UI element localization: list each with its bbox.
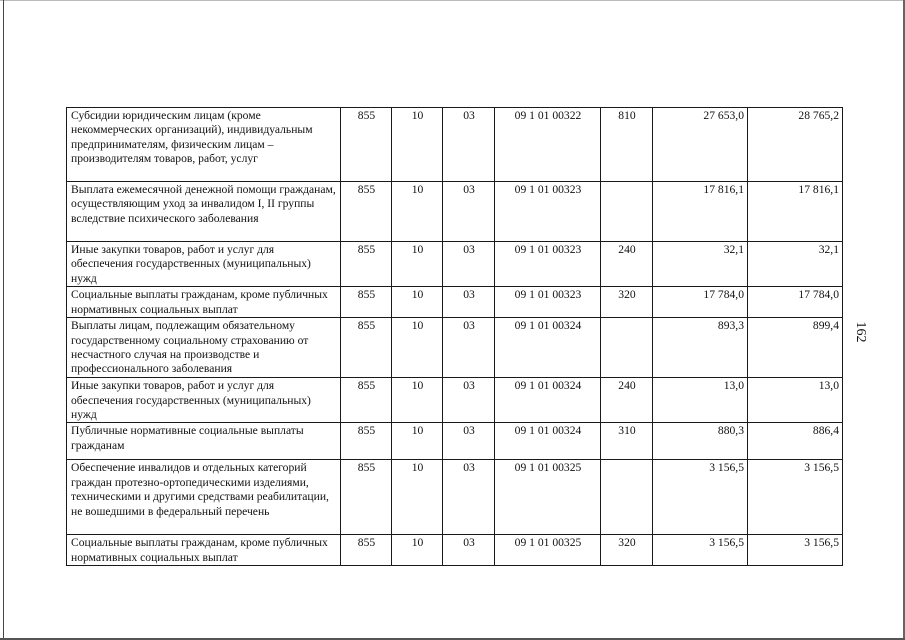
section-cell: 10: [392, 378, 443, 423]
target-article-cell: 09 1 01 00323: [495, 287, 601, 318]
subsection-cell: 03: [443, 182, 495, 242]
grbs-cell: 855: [341, 318, 392, 378]
scan-top-edge: [0, 0, 905, 1]
section-cell: 10: [392, 460, 443, 535]
table-row: [67, 460, 843, 535]
target-article-cell: 09 1 01 00323: [495, 182, 601, 242]
table-row: [67, 182, 843, 242]
sum-year2-cell: 3 156,5: [748, 535, 843, 566]
sum-year1-cell: 880,3: [653, 423, 748, 460]
subsection-cell: 03: [443, 108, 495, 182]
row-name-cell: Выплаты лицам, подлежащим обязательному государственному социальному страхованию от несчастного случая на производстве и профессионального заболевания: [67, 318, 341, 378]
sum-year2-cell: 886,4: [748, 423, 843, 460]
table-row: [67, 242, 843, 287]
subsection-cell: 03: [443, 287, 495, 318]
target-article-cell: 09 1 01 00324: [495, 378, 601, 423]
section-cell: 10: [392, 108, 443, 182]
row-name-cell: Субсидии юридическим лицам (кроме некоммерческих организаций), индивидуальным предпринимателям, физическим лицам – производителям товаров, работ, услуг: [67, 108, 341, 182]
scan-left-edge: [3, 0, 4, 640]
expense-type-cell: 810: [601, 108, 653, 182]
row-name-cell: Иные закупки товаров, работ и услуг для обеспечения государственных (муниципальных) нужд: [67, 378, 341, 423]
subsection-cell: 03: [443, 423, 495, 460]
section-cell: 10: [392, 182, 443, 242]
sum-year1-cell: 27 653,0: [653, 108, 748, 182]
row-name-cell: Публичные нормативные социальные выплаты гражданам: [67, 423, 341, 460]
table-row: [67, 108, 843, 182]
sum-year1-cell: 3 156,5: [653, 460, 748, 535]
table-row: [67, 318, 843, 378]
sum-year2-cell: 899,4: [748, 318, 843, 378]
expense-type-cell: 240: [601, 378, 653, 423]
table-row: [67, 378, 843, 423]
sum-year1-cell: 3 156,5: [653, 535, 748, 566]
grbs-cell: 855: [341, 378, 392, 423]
expense-type-cell: [601, 460, 653, 535]
grbs-cell: 855: [341, 108, 392, 182]
target-article-cell: 09 1 01 00324: [495, 318, 601, 378]
target-article-cell: 09 1 01 00324: [495, 423, 601, 460]
row-name-cell: Социальные выплаты гражданам, кроме публичных нормативных социальных выплат: [67, 535, 341, 566]
grbs-cell: 855: [341, 460, 392, 535]
page-number: 162: [853, 321, 868, 343]
grbs-cell: 855: [341, 287, 392, 318]
subsection-cell: 03: [443, 535, 495, 566]
section-cell: 10: [392, 423, 443, 460]
budget-table: [66, 107, 843, 566]
target-article-cell: 09 1 01 00323: [495, 242, 601, 287]
section-cell: 10: [392, 318, 443, 378]
section-cell: 10: [392, 242, 443, 287]
table-row: [67, 535, 843, 566]
subsection-cell: 03: [443, 242, 495, 287]
sum-year1-cell: 17 816,1: [653, 182, 748, 242]
grbs-cell: 855: [341, 535, 392, 566]
section-cell: 10: [392, 535, 443, 566]
table-row: [67, 287, 843, 318]
target-article-cell: 09 1 01 00325: [495, 460, 601, 535]
target-article-cell: 09 1 01 00325: [495, 535, 601, 566]
sum-year1-cell: 17 784,0: [653, 287, 748, 318]
sum-year1-cell: 13,0: [653, 378, 748, 423]
row-name-cell: Иные закупки товаров, работ и услуг для обеспечения государственных (муниципальных) нужд: [67, 242, 341, 287]
expense-type-cell: [601, 182, 653, 242]
table-row: [67, 423, 843, 460]
grbs-cell: 855: [341, 423, 392, 460]
expense-type-cell: 240: [601, 242, 653, 287]
sum-year2-cell: 28 765,2: [748, 108, 843, 182]
sum-year1-cell: 32,1: [653, 242, 748, 287]
expense-type-cell: 320: [601, 535, 653, 566]
section-cell: 10: [392, 287, 443, 318]
grbs-cell: 855: [341, 182, 392, 242]
row-name-cell: Обеспечение инвалидов и отдельных категорий граждан протезно-ортопедическими изделиями, техническими и другими средствами реабилитации, не вошедшими в федеральный перечень: [67, 460, 341, 535]
target-article-cell: 09 1 01 00322: [495, 108, 601, 182]
row-name-cell: Социальные выплаты гражданам, кроме публичных нормативных социальных выплат: [67, 287, 341, 318]
row-name-cell: Выплата ежемесячной денежной помощи гражданам, осуществляющим уход за инвалидом I, II группы вследствие психического заболевания: [67, 182, 341, 242]
sum-year1-cell: 893,3: [653, 318, 748, 378]
sum-year2-cell: 32,1: [748, 242, 843, 287]
expense-type-cell: [601, 318, 653, 378]
subsection-cell: 03: [443, 378, 495, 423]
grbs-cell: 855: [341, 242, 392, 287]
sum-year2-cell: 3 156,5: [748, 460, 843, 535]
sum-year2-cell: 17 784,0: [748, 287, 843, 318]
expense-type-cell: 320: [601, 287, 653, 318]
subsection-cell: 03: [443, 318, 495, 378]
subsection-cell: 03: [443, 460, 495, 535]
sum-year2-cell: 17 816,1: [748, 182, 843, 242]
sum-year2-cell: 13,0: [748, 378, 843, 423]
expense-type-cell: 310: [601, 423, 653, 460]
